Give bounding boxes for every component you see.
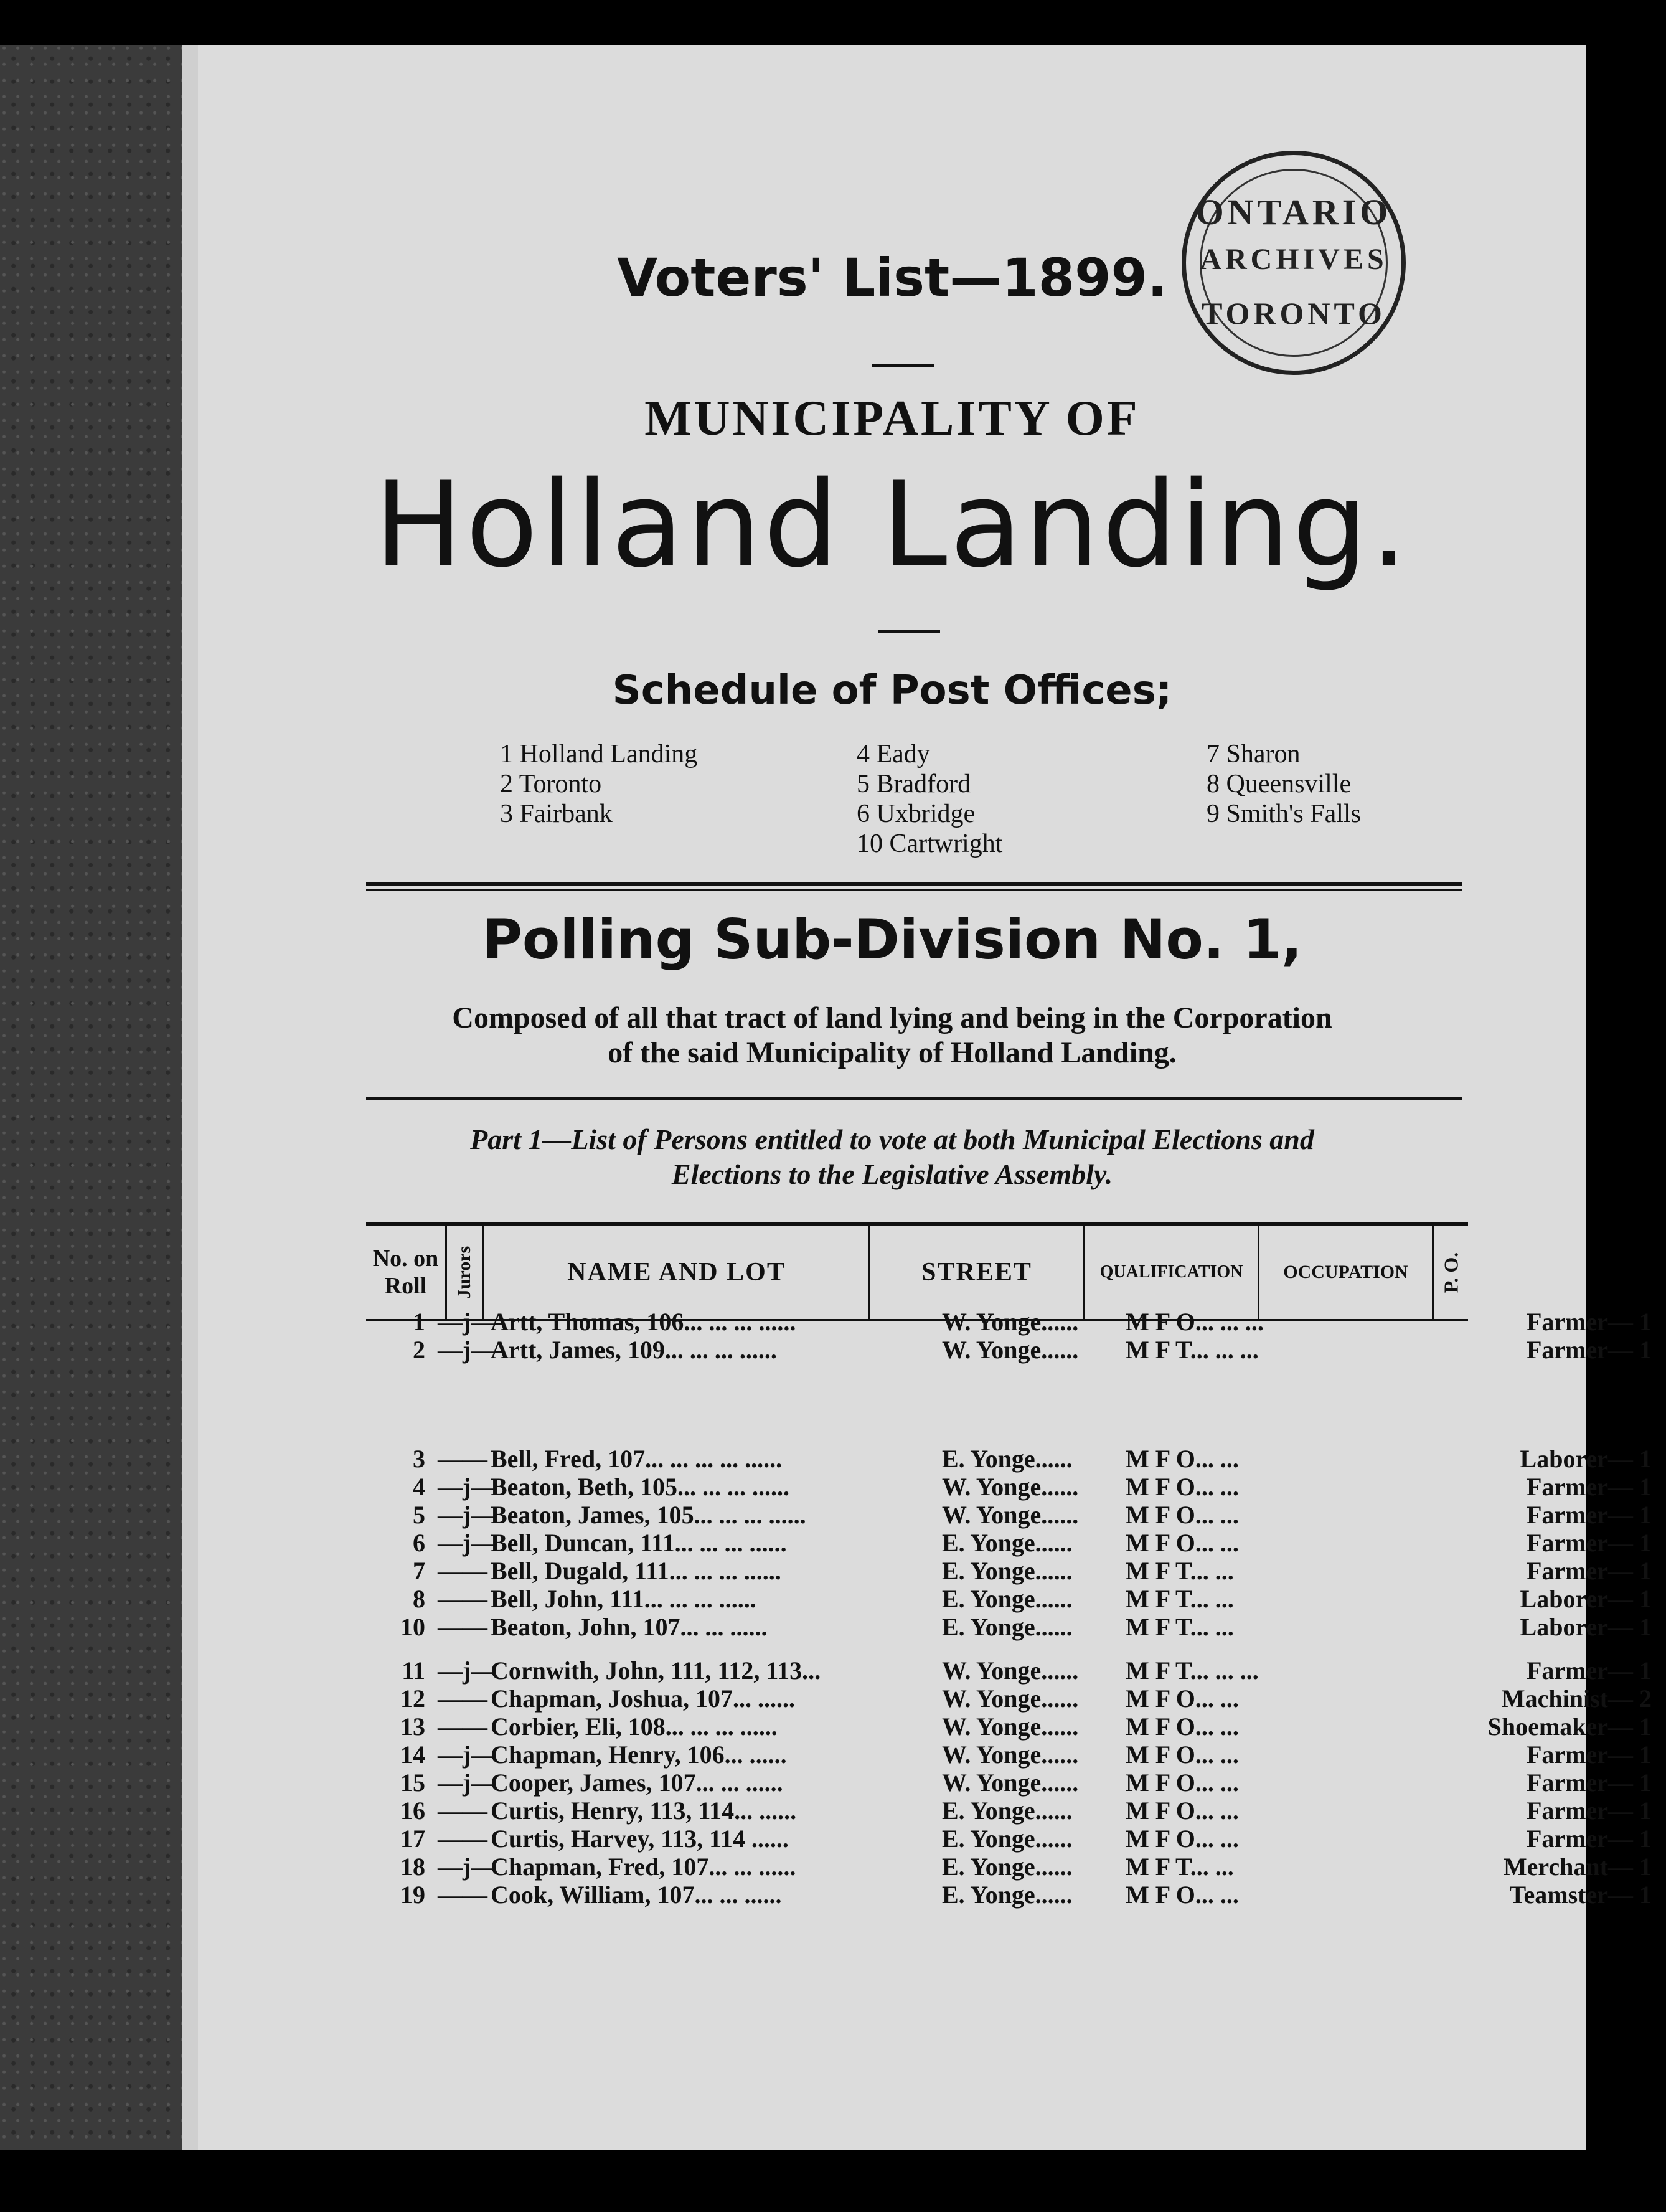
voter-street: W. Yonge...... bbox=[942, 1308, 1079, 1336]
document-page bbox=[198, 45, 1652, 2150]
voter-occupation: Farmer— bbox=[1526, 1797, 1633, 1825]
roll-number: 5 bbox=[413, 1501, 425, 1529]
juror-mark: —— bbox=[438, 1585, 487, 1613]
header-name-and-lot: NAME AND LOT bbox=[484, 1226, 870, 1319]
voter-name-lot: Bell, Duncan, 111... ... ... ...... bbox=[491, 1529, 787, 1557]
roll-number: 12 bbox=[400, 1685, 425, 1713]
header-post-office: P. O. bbox=[1439, 1252, 1462, 1293]
roll-number: 3 bbox=[413, 1445, 425, 1473]
voter-occupation: Teamster— bbox=[1509, 1881, 1633, 1909]
voter-name-lot: Cooper, James, 107... ... ...... bbox=[491, 1769, 783, 1797]
roll-number: 8 bbox=[413, 1585, 425, 1613]
voter-post-office: 1 bbox=[1639, 1713, 1652, 1741]
voter-post-office: 1 bbox=[1639, 1529, 1652, 1557]
voter-qualification: M F O... ... ... bbox=[1126, 1308, 1264, 1336]
header-street: STREET bbox=[870, 1226, 1085, 1319]
section-rule bbox=[366, 882, 1462, 886]
voter-qualification: M F O... ... bbox=[1126, 1769, 1239, 1797]
polling-subdivision-title: Polling Sub-Division No. 1, bbox=[482, 907, 1302, 971]
post-office-item: 3 Fairbank bbox=[500, 800, 613, 828]
voter-post-office: 1 bbox=[1639, 1853, 1652, 1881]
part-heading-line-2: Elections to the Legislative Assembly. bbox=[671, 1158, 1113, 1190]
voter-qualification: M F O... ... bbox=[1126, 1685, 1239, 1713]
voter-occupation: Laborer— bbox=[1520, 1613, 1633, 1641]
voter-street: E. Yonge...... bbox=[942, 1881, 1073, 1909]
schedule-title: Schedule of Post Offices; bbox=[612, 668, 1172, 714]
voter-occupation: Farmer— bbox=[1526, 1473, 1633, 1501]
voter-occupation: Farmer— bbox=[1526, 1501, 1633, 1529]
voter-post-office: 1 bbox=[1639, 1741, 1652, 1769]
voter-occupation: Farmer— bbox=[1526, 1657, 1633, 1685]
voter-street: W. Yonge...... bbox=[942, 1336, 1079, 1364]
voter-street: E. Yonge...... bbox=[942, 1585, 1073, 1613]
roll-number: 14 bbox=[400, 1741, 425, 1769]
voter-post-office: 1 bbox=[1639, 1473, 1652, 1501]
voter-name-lot: Beaton, Beth, 105... ... ... ...... bbox=[491, 1473, 789, 1501]
document-title: Voters' List—1899. bbox=[617, 247, 1167, 308]
voter-qualification: M F T... ... ... bbox=[1126, 1657, 1259, 1685]
juror-mark: —j— bbox=[438, 1769, 496, 1797]
voter-qualification: M F T... ... ... bbox=[1126, 1336, 1259, 1364]
juror-mark: —j— bbox=[438, 1657, 496, 1685]
post-office-item: 9 Smith's Falls bbox=[1207, 800, 1361, 828]
municipality-label: MUNICIPALITY OF bbox=[644, 391, 1140, 446]
header-occupation: OCCUPATION bbox=[1259, 1226, 1434, 1319]
post-office-item: 8 Queensville bbox=[1207, 770, 1352, 798]
juror-mark: —j— bbox=[438, 1741, 496, 1769]
voter-occupation: Farmer— bbox=[1526, 1769, 1633, 1797]
voter-qualification: M F O... ... bbox=[1126, 1713, 1239, 1741]
stamp-middle-text: ARCHIVES bbox=[1200, 243, 1388, 276]
voter-name-lot: Beaton, James, 105... ... ... ...... bbox=[491, 1501, 806, 1529]
voter-street: W. Yonge...... bbox=[942, 1473, 1079, 1501]
post-office-column-2 bbox=[857, 739, 1002, 859]
title-divider bbox=[872, 364, 934, 367]
voter-qualification: M F O... ... bbox=[1126, 1473, 1239, 1501]
voter-name-lot: Chapman, Fred, 107... ... ...... bbox=[491, 1853, 796, 1881]
header-qualification: QUALIFICATION bbox=[1085, 1226, 1259, 1319]
voter-post-office: 1 bbox=[1639, 1585, 1652, 1613]
voter-name-lot: Chapman, Joshua, 107... ...... bbox=[491, 1685, 796, 1713]
voter-occupation: Machinist— bbox=[1501, 1685, 1633, 1713]
roll-number: 6 bbox=[413, 1529, 425, 1557]
voter-qualification: M F O... ... bbox=[1126, 1501, 1239, 1529]
voter-street: W. Yonge...... bbox=[942, 1685, 1079, 1713]
voter-qualification: M F O... ... bbox=[1126, 1797, 1239, 1825]
header-no-on-roll: No. on Roll bbox=[366, 1226, 447, 1319]
voter-occupation: Farmer— bbox=[1526, 1308, 1633, 1336]
roll-number: 19 bbox=[400, 1881, 425, 1909]
voter-street: E. Yonge...... bbox=[942, 1825, 1073, 1853]
section-rule-thin bbox=[366, 889, 1462, 891]
roll-number: 11 bbox=[402, 1657, 425, 1685]
voter-post-office: 1 bbox=[1639, 1797, 1652, 1825]
roll-number: 4 bbox=[413, 1473, 425, 1501]
voter-post-office: 1 bbox=[1639, 1825, 1652, 1853]
roll-number: 16 bbox=[400, 1797, 425, 1825]
voter-name-lot: Bell, John, 111... ... ... ...... bbox=[491, 1585, 756, 1613]
voter-qualification: M F O... ... bbox=[1126, 1741, 1239, 1769]
stamp-bottom-text: TORONTO bbox=[1202, 296, 1386, 331]
voter-post-office: 1 bbox=[1639, 1557, 1652, 1585]
juror-mark: —— bbox=[438, 1445, 487, 1473]
roll-number: 7 bbox=[413, 1557, 425, 1585]
juror-mark: —— bbox=[438, 1613, 487, 1641]
voter-post-office: 1 bbox=[1639, 1769, 1652, 1797]
voter-qualification: M F O... ... bbox=[1126, 1445, 1239, 1473]
part-heading-line-1: Part 1—List of Persons entitled to vote at both Municipal Elections and bbox=[470, 1123, 1314, 1155]
voter-qualification: M F T... ... bbox=[1126, 1613, 1234, 1641]
voter-occupation: Farmer— bbox=[1526, 1825, 1633, 1853]
voter-occupation: Shoemaker— bbox=[1487, 1713, 1633, 1741]
name-divider bbox=[878, 630, 940, 633]
description-rule bbox=[366, 1097, 1462, 1100]
voter-name-lot: Curtis, Harvey, 113, 114 ...... bbox=[491, 1825, 789, 1853]
voter-qualification: M F O... ... bbox=[1126, 1881, 1239, 1909]
voter-occupation: Farmer— bbox=[1526, 1336, 1633, 1364]
post-office-column-3 bbox=[1207, 739, 1361, 829]
juror-mark: —— bbox=[438, 1797, 487, 1825]
post-office-item: 1 Holland Landing bbox=[500, 740, 698, 768]
roll-number: 13 bbox=[400, 1713, 425, 1741]
juror-mark: —— bbox=[438, 1685, 487, 1713]
voter-post-office: 1 bbox=[1639, 1501, 1652, 1529]
book-binding bbox=[0, 45, 198, 2150]
division-description-line-2: of the said Municipality of Holland Landing. bbox=[608, 1036, 1177, 1069]
voter-post-office: 1 bbox=[1639, 1308, 1652, 1336]
stamp-top-text: ONTARIO bbox=[1195, 192, 1392, 232]
roll-number: 18 bbox=[400, 1853, 425, 1881]
roll-number: 10 bbox=[400, 1613, 425, 1641]
voter-qualification: M F T... ... bbox=[1126, 1557, 1234, 1585]
voter-qualification: M F T... ... bbox=[1126, 1585, 1234, 1613]
voter-name-lot: Bell, Dugald, 111... ... ... ...... bbox=[491, 1557, 781, 1585]
municipality-name: Holland Landing. bbox=[374, 456, 1411, 593]
voter-post-office: 1 bbox=[1639, 1657, 1652, 1685]
voter-name-lot: Chapman, Henry, 106... ...... bbox=[491, 1741, 787, 1769]
post-office-column-1 bbox=[500, 739, 697, 829]
header-jurors: Jurors bbox=[447, 1226, 484, 1319]
voter-street: E. Yonge...... bbox=[942, 1613, 1073, 1641]
roll-number: 2 bbox=[413, 1336, 425, 1364]
juror-mark: —— bbox=[438, 1713, 487, 1741]
voter-name-lot: Cook, William, 107... ... ...... bbox=[491, 1881, 782, 1909]
voter-post-office: 1 bbox=[1639, 1445, 1652, 1473]
voter-street: E. Yonge...... bbox=[942, 1529, 1073, 1557]
roll-number: 17 bbox=[400, 1825, 425, 1853]
juror-mark: —j— bbox=[438, 1853, 496, 1881]
voter-qualification: M F O... ... bbox=[1126, 1825, 1239, 1853]
juror-mark: —j— bbox=[438, 1473, 496, 1501]
post-office-item: 4 Eady bbox=[857, 740, 930, 768]
voter-occupation: Farmer— bbox=[1526, 1741, 1633, 1769]
voter-street: W. Yonge...... bbox=[942, 1741, 1079, 1769]
juror-mark: —— bbox=[438, 1825, 487, 1853]
post-office-item: 2 Toronto bbox=[500, 770, 602, 798]
post-office-item: 6 Uxbridge bbox=[857, 800, 976, 828]
voter-street: W. Yonge...... bbox=[942, 1657, 1079, 1685]
voter-occupation: Merchant— bbox=[1503, 1853, 1633, 1881]
voter-name-lot: Beaton, John, 107... ... ...... bbox=[491, 1613, 768, 1641]
juror-mark: —— bbox=[438, 1557, 487, 1585]
voter-post-office: 1 bbox=[1639, 1881, 1652, 1909]
voter-street: E. Yonge...... bbox=[942, 1445, 1073, 1473]
post-office-item: 10 Cartwright bbox=[857, 830, 1003, 858]
voter-occupation: Farmer— bbox=[1526, 1529, 1633, 1557]
table-header bbox=[366, 1222, 1468, 1321]
voter-name-lot: Bell, Fred, 107... ... ... ... ...... bbox=[491, 1445, 783, 1473]
voter-post-office: 2 bbox=[1639, 1685, 1652, 1713]
voter-occupation: Laborer— bbox=[1520, 1585, 1633, 1613]
voter-name-lot: Curtis, Henry, 113, 114... ...... bbox=[491, 1797, 797, 1825]
voter-qualification: M F O... ... bbox=[1126, 1529, 1239, 1557]
voter-street: W. Yonge...... bbox=[942, 1769, 1079, 1797]
division-description-line-1: Composed of all that tract of land lying and being in the Corporation bbox=[452, 1001, 1332, 1034]
juror-mark: —j— bbox=[438, 1529, 496, 1557]
voter-name-lot: Corbier, Eli, 108... ... ... ...... bbox=[491, 1713, 778, 1741]
voter-street: E. Yonge...... bbox=[942, 1557, 1073, 1585]
voter-occupation: Farmer— bbox=[1526, 1557, 1633, 1585]
juror-mark: —j— bbox=[438, 1501, 496, 1529]
juror-mark: —— bbox=[438, 1881, 487, 1909]
voter-post-office: 1 bbox=[1639, 1336, 1652, 1364]
juror-mark: —j— bbox=[438, 1308, 496, 1336]
voter-name-lot: Artt, Thomas, 106... ... ... ...... bbox=[491, 1308, 796, 1336]
voter-occupation: Laborer— bbox=[1520, 1445, 1633, 1473]
voter-qualification: M F T... ... bbox=[1126, 1853, 1234, 1881]
voter-post-office: 1 bbox=[1639, 1613, 1652, 1641]
roll-number: 1 bbox=[413, 1308, 425, 1336]
post-office-item: 7 Sharon bbox=[1207, 740, 1301, 768]
voter-street: W. Yonge...... bbox=[942, 1501, 1079, 1529]
voter-street: E. Yonge...... bbox=[942, 1797, 1073, 1825]
voter-name-lot: Artt, James, 109... ... ... ...... bbox=[491, 1336, 777, 1364]
voter-street: E. Yonge...... bbox=[942, 1853, 1073, 1881]
voter-name-lot: Cornwith, John, 111, 112, 113... bbox=[491, 1657, 821, 1685]
voter-street: W. Yonge...... bbox=[942, 1713, 1079, 1741]
roll-number: 15 bbox=[400, 1769, 425, 1797]
juror-mark: —j— bbox=[438, 1336, 496, 1364]
post-office-item: 5 Bradford bbox=[857, 770, 971, 798]
